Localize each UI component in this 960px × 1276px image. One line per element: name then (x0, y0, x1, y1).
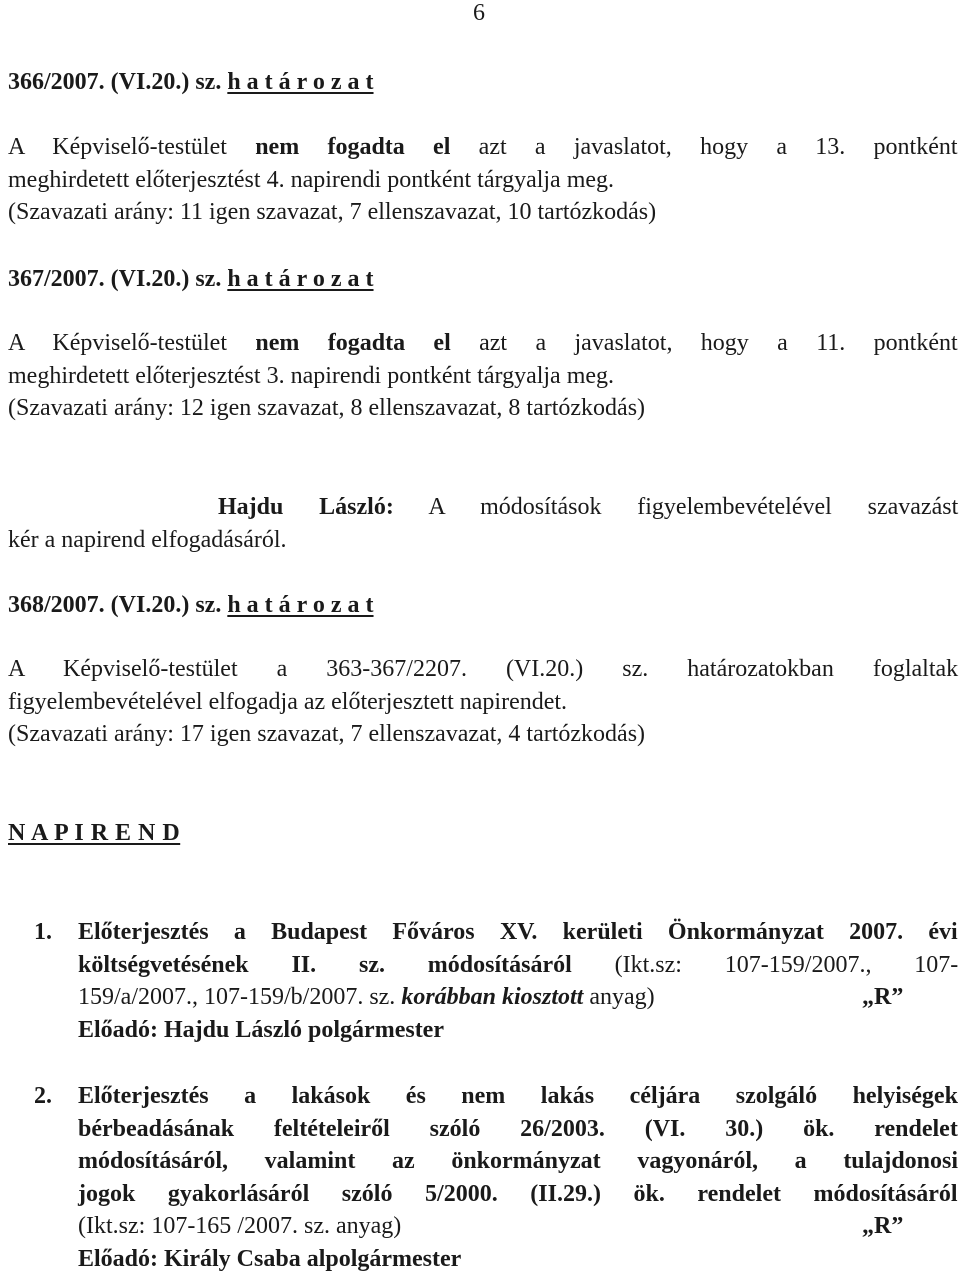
decision-text-line2: meghirdetett előterjesztést 4. napirendi pontként tárgyalja meg. (8, 166, 615, 193)
decision-text-post: azt a javaslatot, hogy a 13. pontként (478, 134, 958, 160)
decision-keyword: h a t á r o z a t (227, 69, 374, 95)
page-number: 6 (473, 0, 485, 26)
decision-number: 367/2007. (VI.20.) sz. (8, 266, 222, 292)
decision-text (8, 653, 958, 751)
decision-text (8, 327, 958, 425)
decision-text-pre: A Képviselő-testület (8, 330, 227, 356)
decision-text-emphasis: nem fogadta el (255, 330, 451, 356)
agenda-item-body (78, 1080, 958, 1275)
decision-text-line (8, 327, 958, 360)
agenda-heading: N A P I R E N D (8, 820, 181, 846)
decision-text-line (8, 131, 958, 164)
agenda-item-reference-cont: 159/a/2007., 107-159/b/2007. sz. (78, 984, 396, 1010)
speaker-line (8, 491, 958, 524)
agenda-item-number: 2. (34, 1083, 52, 1109)
agenda-item-presenter: Előadó: Király Csaba alpolgármester (78, 1245, 462, 1272)
decision-text-emphasis: nem fogadta el (255, 134, 451, 160)
decision-keyword: h a t á r o z a t (227, 592, 374, 618)
decision-title (8, 263, 958, 296)
agenda-item-title-cont: módosításáról, valamint az önkormányzat vagyonáról, a tulajdonosi (78, 1148, 959, 1174)
vote-result: (Szavazati arány: 17 igen szavazat, 7 ellenszavazat, 4 tartózkodás) (8, 721, 646, 747)
decision-number: 366/2007. (VI.20.) sz. (8, 69, 222, 95)
agenda-item-title-cont: bérbeadásának feltételeiről szóló 26/2003. (VI. 30.) ök. rendelet (78, 1115, 958, 1142)
vote-result: (Szavazati arány: 12 igen szavazat, 8 ellenszavazat, 8 tartózkodás) (8, 395, 646, 421)
agenda-item-number: 1. (34, 919, 52, 945)
decision-text-line: A Képviselő-testület a 363-367/2207. (VI.20.) sz. határozatokban foglaltak (8, 656, 959, 682)
decision-text-pre: A Képviselő-testület (8, 134, 227, 160)
decision-keyword: h a t á r o z a t (227, 266, 374, 292)
speaker-name: Hajdu László: (218, 494, 394, 520)
decision-title (8, 589, 958, 622)
vote-result: (Szavazati arány: 11 igen szavazat, 7 ellenszavazat, 10 tartózkodás) (8, 199, 657, 225)
agenda-item-title-cont: jogok gyakorlásáról szóló 5/2000. (II.29.) ök. rendelet módosításáról (78, 1180, 958, 1207)
decision-title (8, 66, 958, 99)
agenda-item-title: Előterjesztés a Budapest Főváros XV. kerületi Önkormányzat 2007. évi (78, 919, 958, 945)
agenda-item-line (78, 949, 958, 982)
decision-number: 368/2007. (VI.20.) sz. (8, 592, 222, 618)
agenda-item-title-cont: költségvetésének II. sz. módosításáról (78, 951, 572, 978)
agenda-item-line (78, 981, 958, 1014)
decision-text-post: azt a javaslatot, hogy a 11. pontként (479, 330, 958, 356)
agenda-item-mark: „R” (862, 984, 904, 1010)
agenda-item-line (78, 1210, 958, 1243)
agenda-item-body (78, 916, 958, 1046)
decision-text-line2: meghirdetett előterjesztést 3. napirendi pontként tárgyalja meg. (8, 362, 615, 389)
agenda-item-mark: „R” (862, 1213, 904, 1239)
speaker-line2: kér a napirend elfogadásáról. (8, 526, 287, 553)
agenda-item-presenter: Előadó: Hajdu László polgármester (78, 1016, 444, 1043)
decision-text-line2: figyelembevételével elfogadja az előterjesztett napirendet. (8, 688, 568, 715)
agenda-item-title: Előterjesztés a lakások és nem lakás céljára szolgáló helyiségek (78, 1083, 958, 1109)
agenda-item-reference: (Ikt.sz: 107-165 /2007. sz. anyag) (78, 1213, 402, 1239)
speaker-text: A módosítások figyelembevételével szavazást (428, 494, 959, 520)
agenda-item-note: korábban kiosztott (401, 984, 584, 1010)
decision-text (8, 131, 958, 229)
agenda-item-reference: (Ikt.sz: 107-159/2007., 107- (614, 951, 959, 978)
speaker-statement (8, 491, 958, 556)
agenda-item-material: anyag) (589, 984, 655, 1010)
